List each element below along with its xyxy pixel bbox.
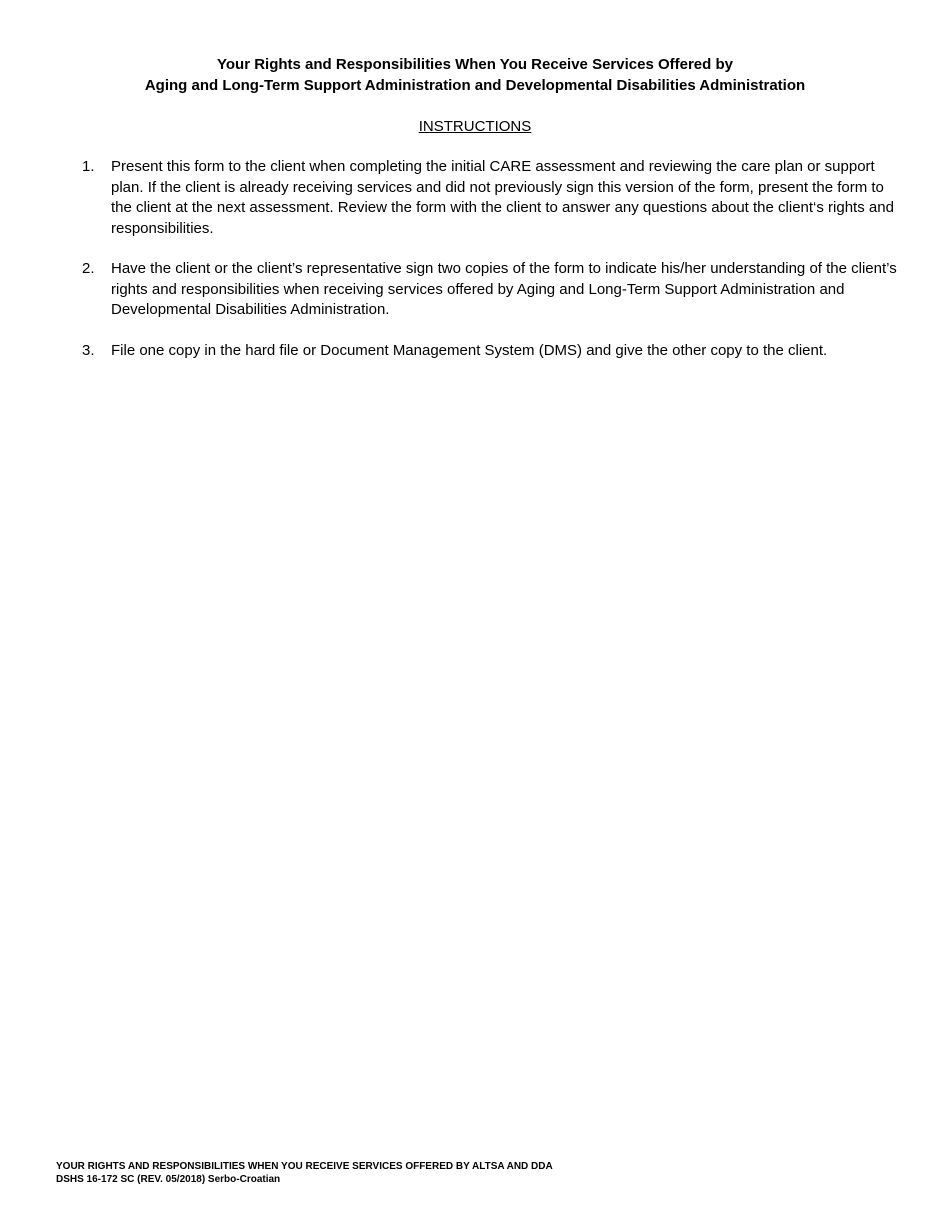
instruction-number: 1. — [82, 158, 95, 175]
footer-form-title: YOUR RIGHTS AND RESPONSIBILITIES WHEN YOU RECEIVE SERVICES OFFERED BY ALTSA AND DDA — [56, 1161, 553, 1172]
instructions-list — [82, 157, 902, 381]
footer-form-number: DSHS 16-172 SC (REV. 05/2018) Serbo-Croatian — [56, 1174, 281, 1185]
instruction-item-3 — [82, 341, 902, 362]
instruction-text: Present this form to the client when completing the initial CARE assessment and reviewing the care plan or support plan. If the client is already receiving services and did not previously sign this version of the form, present the form to the client at the next assessment. Review the form with the client to answer any questions about the client‘s rights and responsibilities. — [111, 158, 894, 237]
instruction-text: File one copy in the hard file or Document Management System (DMS) and give the other copy to the client. — [111, 341, 828, 359]
instructions-heading: INSTRUCTIONS — [418, 118, 532, 135]
document-title-line-1: Your Rights and Responsibilities When You Receive Services Offered by — [217, 56, 733, 73]
instruction-text: Have the client or the client’s representative sign two copies of the form to indicate his/her understanding of the client’s rights and responsibilities when receiving services offered by Aging and Long-Term Support Administration and Developmental Disabilities Administration. — [111, 260, 897, 318]
document-title-line-2: Aging and Long-Term Support Administration and Developmental Disabilities Administration — [144, 77, 806, 94]
instruction-item-2 — [82, 259, 902, 321]
instruction-number: 2. — [82, 260, 95, 277]
instruction-item-1 — [82, 157, 902, 239]
form-footer — [56, 1160, 553, 1186]
instruction-number: 3. — [82, 341, 95, 359]
